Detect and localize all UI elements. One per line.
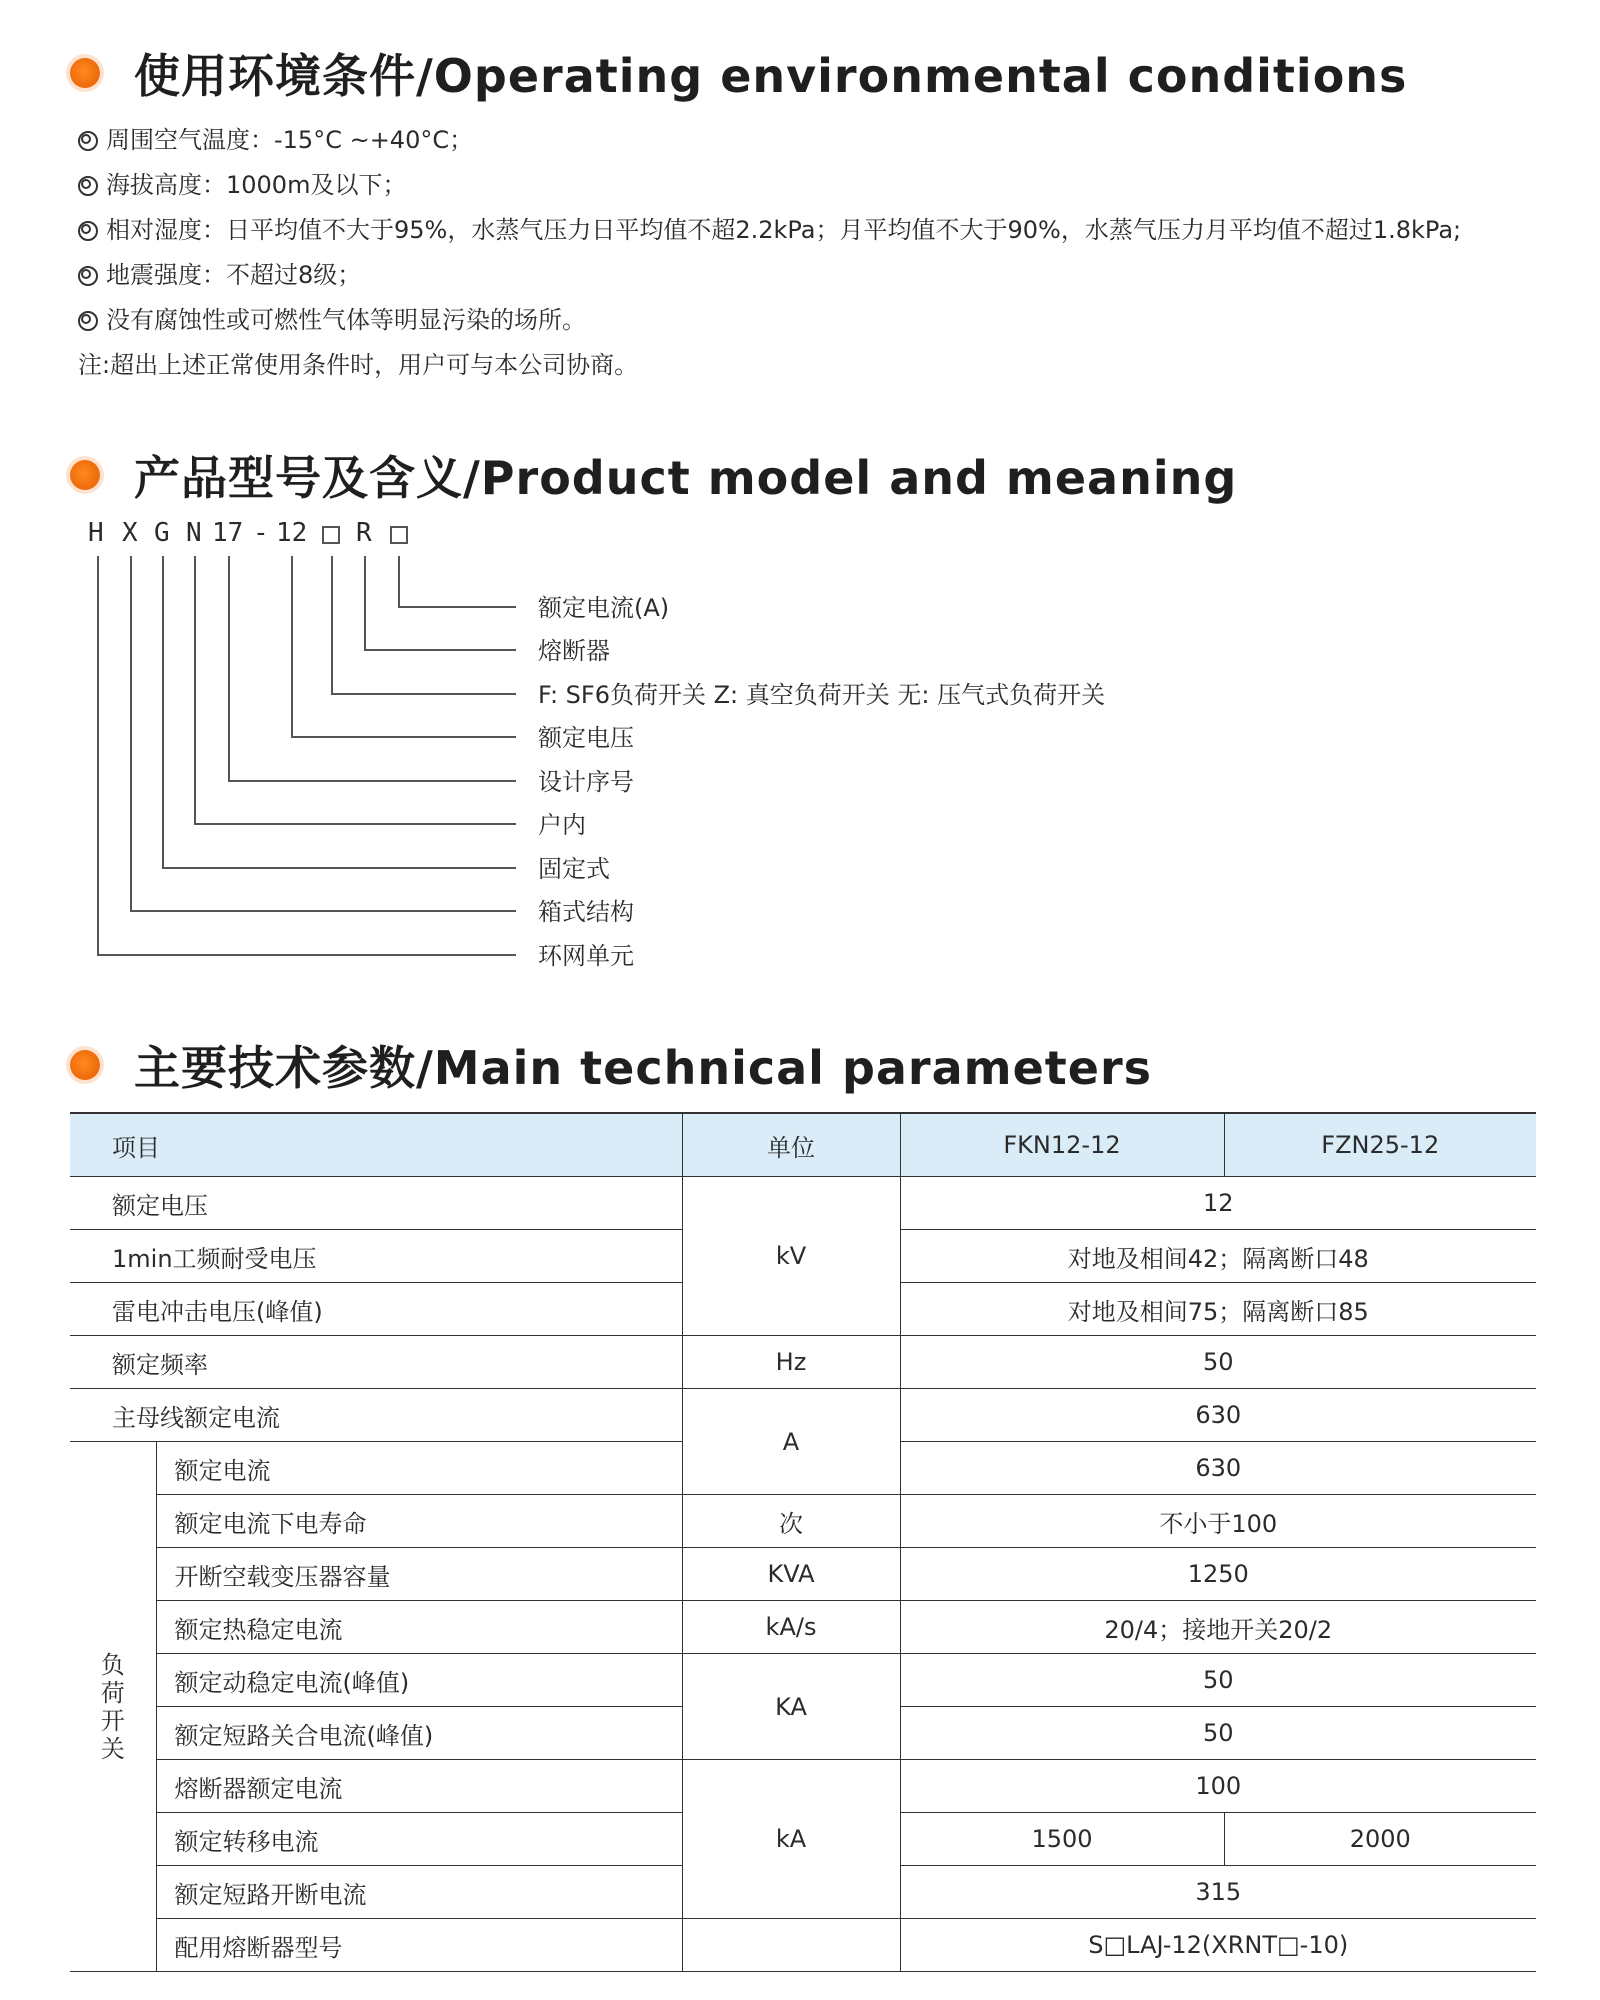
cell-value: 50 xyxy=(900,1707,1536,1760)
model-code-char: H xyxy=(88,518,104,548)
connector-line xyxy=(364,649,516,651)
cell-value: 对地及相间75；隔离断口85 xyxy=(900,1283,1536,1336)
condition-text: 相对湿度：日平均值不大于95%，水蒸气压力日平均值不超2.2kPa；月平均值不大于90%，水蒸气压力月平均值不超过1.8kPa; xyxy=(106,216,1462,244)
header-fzn: FZN25-12 xyxy=(1224,1113,1536,1177)
cell-value: 630 xyxy=(900,1389,1536,1442)
cell-item: 额定热稳定电流 xyxy=(156,1601,682,1654)
cell-value: 50 xyxy=(900,1654,1536,1707)
header-unit: 单位 xyxy=(682,1113,900,1177)
conditions-list xyxy=(78,118,1461,388)
connector-line xyxy=(291,736,516,738)
cell-unit: A xyxy=(682,1389,900,1495)
table-row xyxy=(70,1760,1536,1813)
model-code-char: 12 xyxy=(276,518,308,548)
cell-item: 额定电流下电寿命 xyxy=(156,1495,682,1548)
cell-unit: Hz xyxy=(682,1336,900,1389)
cell-unit: kA/s xyxy=(682,1601,900,1654)
cell-unit: kA xyxy=(682,1760,900,1919)
cell-value-fkn: 1500 xyxy=(900,1813,1224,1866)
table-row xyxy=(70,1495,1536,1548)
meaning-label: 箱式结构 xyxy=(538,898,634,926)
section-title-model xyxy=(70,442,1237,508)
cell-value: 100 xyxy=(900,1760,1536,1813)
meaning-label: 设计序号 xyxy=(538,768,634,796)
condition-text: 周围空气温度：-15°C ~+40°C； xyxy=(106,126,474,154)
connector-line xyxy=(291,556,293,736)
cell-item: 熔断器额定电流 xyxy=(156,1760,682,1813)
meaning-label: 额定电压 xyxy=(538,724,634,752)
model-code-char: R xyxy=(356,518,372,548)
table-row xyxy=(70,1177,1536,1230)
cell-value: 不小于100 xyxy=(900,1495,1536,1548)
connector-line xyxy=(194,556,196,823)
cell-unit: kV xyxy=(682,1177,900,1336)
condition-text: 海拔高度：1000m及以下； xyxy=(106,171,407,199)
meaning-label: 熔断器 xyxy=(538,637,610,665)
cell-item: 额定转移电流 xyxy=(156,1813,682,1866)
connector-line xyxy=(364,556,366,649)
list-item xyxy=(78,208,1461,253)
group-label-load-switch: 负 荷 开 关 xyxy=(70,1442,156,1972)
cell-value: 1250 xyxy=(900,1548,1536,1601)
cell-item: 额定短路开断电流 xyxy=(156,1866,682,1919)
cell-item: 雷电冲击电压(峰值) xyxy=(70,1283,682,1336)
cell-value: 630 xyxy=(900,1442,1536,1495)
cell-item: 额定电压 xyxy=(70,1177,682,1230)
cell-unit xyxy=(682,1919,900,1972)
cell-value-fzn: 2000 xyxy=(1224,1813,1536,1866)
double-circle-icon xyxy=(78,266,98,286)
connector-line xyxy=(398,606,516,608)
meaning-label: 环网单元 xyxy=(538,942,634,970)
list-item xyxy=(78,118,1461,163)
model-code-char: G xyxy=(154,518,170,548)
cell-value: S□LAJ-12(XRNT□-10) xyxy=(900,1919,1536,1972)
meaning-label: 固定式 xyxy=(538,855,610,883)
list-item xyxy=(78,253,1461,298)
cell-item: 主母线额定电流 xyxy=(70,1389,682,1442)
model-code-char: X xyxy=(122,518,138,548)
placeholder-box-icon xyxy=(322,526,340,544)
orange-bullet-icon xyxy=(70,460,100,490)
connector-line xyxy=(194,823,516,825)
cell-item: 额定电流 xyxy=(156,1442,682,1495)
cell-value: 12 xyxy=(900,1177,1536,1230)
connector-line xyxy=(228,780,516,782)
double-circle-icon xyxy=(78,221,98,241)
condition-text: 地震强度：不超过8级； xyxy=(106,261,362,289)
cell-item: 开断空载变压器容量 xyxy=(156,1548,682,1601)
connector-line xyxy=(130,556,132,910)
table-row xyxy=(70,1601,1536,1654)
connector-line xyxy=(162,867,516,869)
section-title-text: 产品型号及含义/Product model and meaning xyxy=(134,451,1238,505)
double-circle-icon xyxy=(78,311,98,331)
placeholder-box-icon xyxy=(390,526,408,544)
connector-line xyxy=(97,954,516,956)
list-item xyxy=(78,163,1461,208)
header-fkn: FKN12-12 xyxy=(900,1113,1224,1177)
cell-item: 额定频率 xyxy=(70,1336,682,1389)
orange-bullet-icon xyxy=(70,1050,100,1080)
table-row xyxy=(70,1548,1536,1601)
cell-item: 额定短路关合电流(峰值) xyxy=(156,1707,682,1760)
cell-value: 对地及相间42；隔离断口48 xyxy=(900,1230,1536,1283)
connector-line xyxy=(331,693,516,695)
section-title-text: 主要技术参数/Main technical parameters xyxy=(134,1041,1153,1095)
cell-item: 1min工频耐受电压 xyxy=(70,1230,682,1283)
table-row xyxy=(70,1389,1536,1442)
connector-line xyxy=(331,556,333,693)
table-row xyxy=(70,1336,1536,1389)
cell-item: 配用熔断器型号 xyxy=(156,1919,682,1972)
cell-unit: KA xyxy=(682,1654,900,1760)
connector-line xyxy=(97,556,99,954)
orange-bullet-icon xyxy=(70,58,100,88)
note-text: 注:超出上述正常使用条件时，用户可与本公司协商。 xyxy=(78,351,639,379)
table-row xyxy=(70,1919,1536,1972)
meaning-label: F: SF6负荷开关 Z: 真空负荷开关 无: 压气式负荷开关 xyxy=(538,681,1106,709)
cell-unit: 次 xyxy=(682,1495,900,1548)
connector-line xyxy=(162,556,164,867)
cell-value: 20/4；接地开关20/2 xyxy=(900,1601,1536,1654)
section-title-environment xyxy=(70,40,1407,106)
table-row xyxy=(70,1654,1536,1707)
double-circle-icon xyxy=(78,131,98,151)
model-code-char: 17 xyxy=(212,518,244,548)
section-title-text: 使用环境条件/Operating environmental conditions xyxy=(134,49,1408,103)
condition-text: 没有腐蚀性或可燃性气体等明显污染的场所。 xyxy=(106,306,586,334)
connector-line xyxy=(228,556,230,780)
list-item xyxy=(78,298,1461,343)
model-code-char: N xyxy=(186,518,202,548)
model-code-char: - xyxy=(253,518,269,548)
parameters-table xyxy=(70,1112,1536,1972)
cell-unit: KVA xyxy=(682,1548,900,1601)
cell-value: 315 xyxy=(900,1866,1536,1919)
table-header-row xyxy=(70,1113,1536,1177)
double-circle-icon xyxy=(78,176,98,196)
meaning-label: 户内 xyxy=(538,811,586,839)
connector-line xyxy=(398,556,400,606)
meaning-label: 额定电流(A) xyxy=(538,594,670,622)
connector-line xyxy=(130,910,516,912)
header-item: 项目 xyxy=(70,1113,682,1177)
cell-value: 50 xyxy=(900,1336,1536,1389)
section-title-params xyxy=(70,1032,1152,1098)
cell-item: 额定动稳定电流(峰值) xyxy=(156,1654,682,1707)
